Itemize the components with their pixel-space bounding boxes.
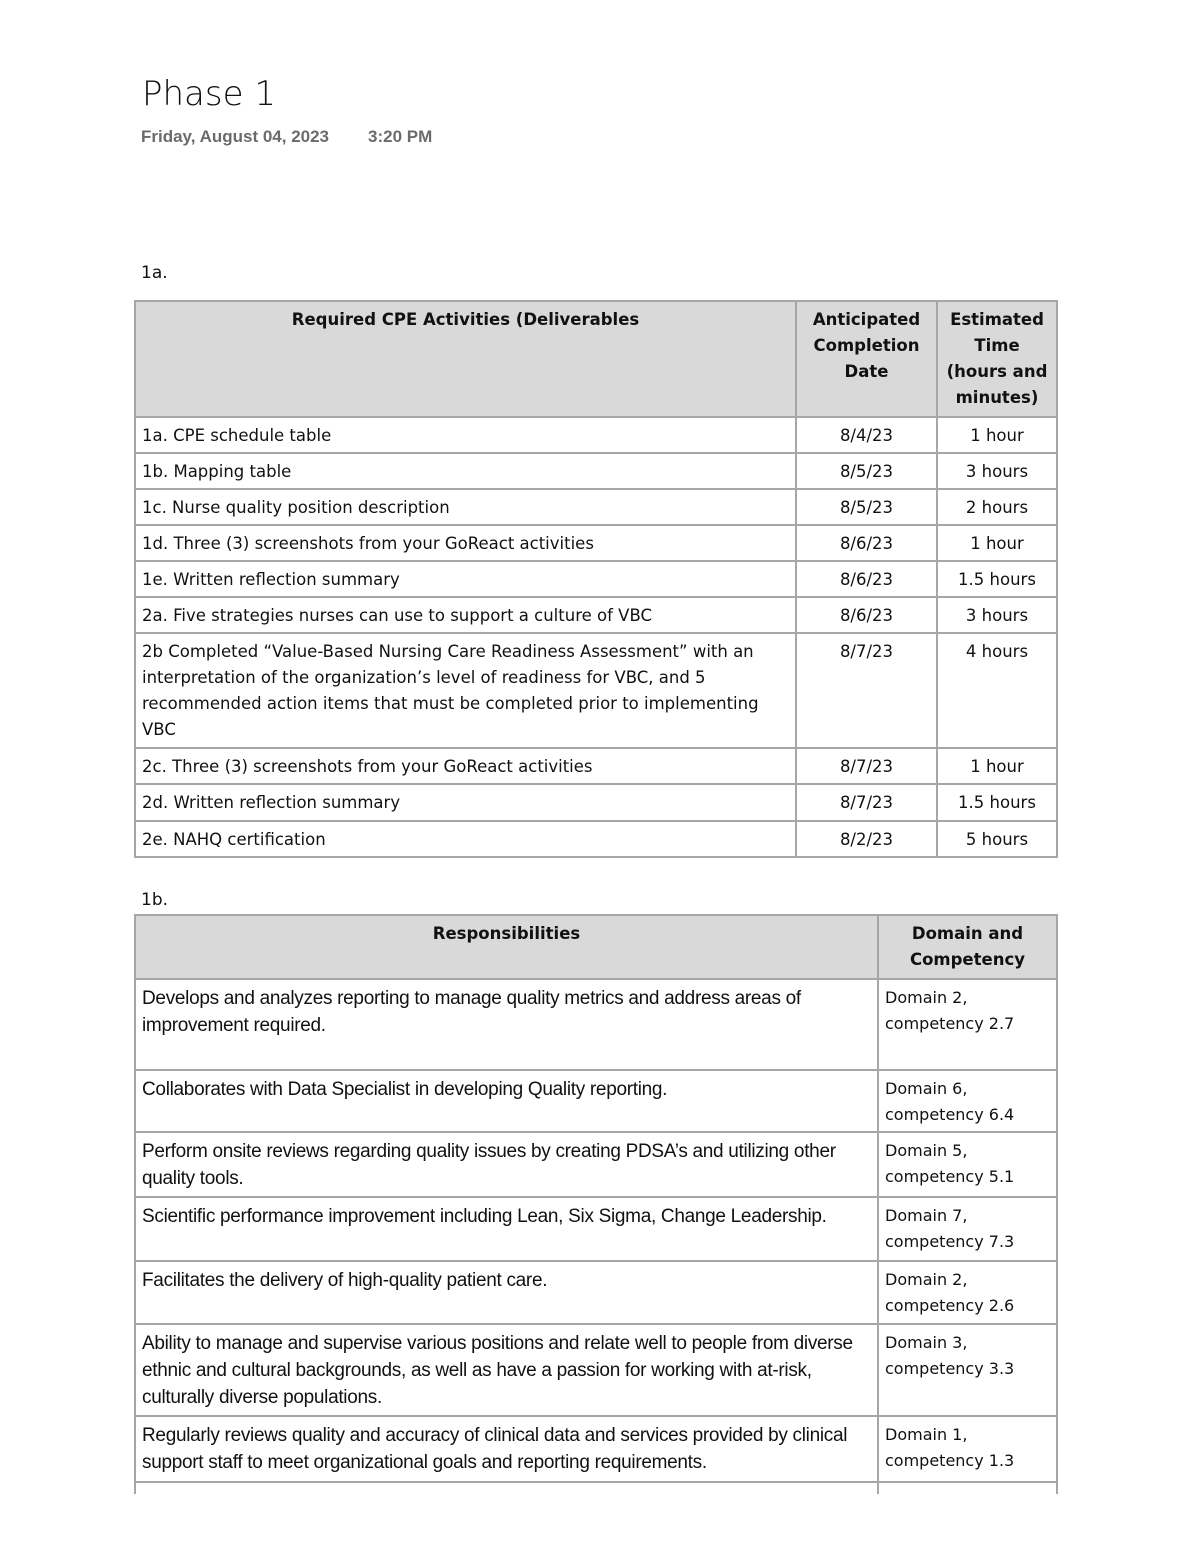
responsibilities-table xyxy=(134,914,1058,1494)
domain-competency-cell: Domain 6, competency 6.4 xyxy=(878,1070,1057,1132)
domain-competency-cell: Domain 5, competency 5.1 xyxy=(878,1132,1057,1197)
completion-date-cell: 8/5/23 xyxy=(796,453,937,489)
domain-competency-cell: Domain 3, competency 3.3 xyxy=(878,1324,1057,1416)
responsibility-cell: Perform onsite reviews regarding quality issues by creating PDSA’s and utilizing other quality tools. xyxy=(135,1132,878,1197)
responsibility-cell: Scientific performance improvement including Lean, Six Sigma, Change Leadership. xyxy=(135,1197,878,1261)
column-header: Required CPE Activities (Deliverables xyxy=(135,301,796,417)
empty-cell xyxy=(878,1482,1057,1494)
estimated-time-cell: 1.5 hours xyxy=(937,784,1057,821)
column-header: Estimated Time (hours and minutes) xyxy=(937,301,1057,417)
table-row xyxy=(135,1197,1057,1261)
section-label-1a: 1a. xyxy=(141,263,168,283)
table-row xyxy=(135,1416,1057,1482)
activity-cell: 2b Completed “Value-Based Nursing Care Readiness Assessment” with an interpretation of the organization’s level of readiness for VBC, and 5 recommended action items that must be completed prior to implementing VBC xyxy=(135,633,796,748)
table-row xyxy=(135,561,1057,597)
responsibility-cell: Facilitates the delivery of high-quality patient care. xyxy=(135,1261,878,1324)
table-row xyxy=(135,489,1057,525)
table-row xyxy=(135,1132,1057,1197)
responsibility-cell: Collaborates with Data Specialist in developing Quality reporting. xyxy=(135,1070,878,1132)
responsibility-cell: Ability to manage and supervise various positions and relate well to people from diverse ethnic and cultural backgrounds, as well as have a passion for working with at-risk, culturally diverse populations. xyxy=(135,1324,878,1416)
empty-cell xyxy=(135,1482,878,1494)
domain-competency-cell: Domain 2, competency 2.6 xyxy=(878,1261,1057,1324)
table-row xyxy=(135,1261,1057,1324)
page-title: Phase 1 xyxy=(142,74,276,114)
estimated-time-cell: 2 hours xyxy=(937,489,1057,525)
completion-date-cell: 8/6/23 xyxy=(796,561,937,597)
completion-date-cell: 8/6/23 xyxy=(796,597,937,633)
activity-cell: 1a. CPE schedule table xyxy=(135,417,796,453)
activity-cell: 2a. Five strategies nurses can use to support a culture of VBC xyxy=(135,597,796,633)
domain-competency-cell: Domain 7, competency 7.3 xyxy=(878,1197,1057,1261)
completion-date-cell: 8/6/23 xyxy=(796,525,937,561)
table-row xyxy=(135,633,1057,748)
activity-cell: 1e. Written reflection summary xyxy=(135,561,796,597)
column-header: Anticipated Completion Date xyxy=(796,301,937,417)
domain-competency-cell: Domain 2, competency 2.7 xyxy=(878,979,1057,1070)
activity-cell: 2c. Three (3) screenshots from your GoReact activities xyxy=(135,748,796,784)
table-row xyxy=(135,597,1057,633)
table-row xyxy=(135,1324,1057,1416)
column-header: Domain and Competency xyxy=(878,915,1057,979)
activity-cell: 1d. Three (3) screenshots from your GoReact activities xyxy=(135,525,796,561)
table-row xyxy=(135,748,1057,784)
table-row xyxy=(135,1070,1057,1132)
completion-date-cell: 8/7/23 xyxy=(796,633,937,748)
estimated-time-cell: 3 hours xyxy=(937,453,1057,489)
completion-date-cell: 8/4/23 xyxy=(796,417,937,453)
responsibility-cell: Regularly reviews quality and accuracy of clinical data and services provided by clinical support staff to meet organizational goals and reporting requirements. xyxy=(135,1416,878,1482)
activity-cell: 2e. NAHQ certification xyxy=(135,821,796,857)
page-time: 3:20 PM xyxy=(368,127,433,146)
estimated-time-cell: 5 hours xyxy=(937,821,1057,857)
table-row xyxy=(135,453,1057,489)
table-row xyxy=(135,821,1057,857)
estimated-time-cell: 4 hours xyxy=(937,633,1057,748)
responsibility-cell: Develops and analyzes reporting to manage quality metrics and address areas of improvement required. xyxy=(135,979,878,1070)
activity-cell: 1c. Nurse quality position description xyxy=(135,489,796,525)
table-row xyxy=(135,979,1057,1070)
table-row xyxy=(135,525,1057,561)
section-label-1b: 1b. xyxy=(141,890,169,910)
estimated-time-cell: 1 hour xyxy=(937,748,1057,784)
completion-date-cell: 8/5/23 xyxy=(796,489,937,525)
column-header: Responsibilities xyxy=(135,915,878,979)
table-row xyxy=(135,784,1057,821)
table-row xyxy=(135,417,1057,453)
estimated-time-cell: 1.5 hours xyxy=(937,561,1057,597)
completion-date-cell: 8/7/23 xyxy=(796,784,937,821)
completion-date-cell: 8/2/23 xyxy=(796,821,937,857)
estimated-time-cell: 3 hours xyxy=(937,597,1057,633)
activity-cell: 1b. Mapping table xyxy=(135,453,796,489)
table-header-row xyxy=(135,915,1057,979)
activity-cell: 2d. Written reflection summary xyxy=(135,784,796,821)
cpe-activities-table xyxy=(134,300,1058,858)
table-header-row xyxy=(135,301,1057,417)
estimated-time-cell: 1 hour xyxy=(937,525,1057,561)
estimated-time-cell: 1 hour xyxy=(937,417,1057,453)
page-date: Friday, August 04, 2023 xyxy=(141,127,330,146)
domain-competency-cell: Domain 1, competency 1.3 xyxy=(878,1416,1057,1482)
table-row-continued xyxy=(135,1482,1057,1494)
completion-date-cell: 8/7/23 xyxy=(796,748,937,784)
